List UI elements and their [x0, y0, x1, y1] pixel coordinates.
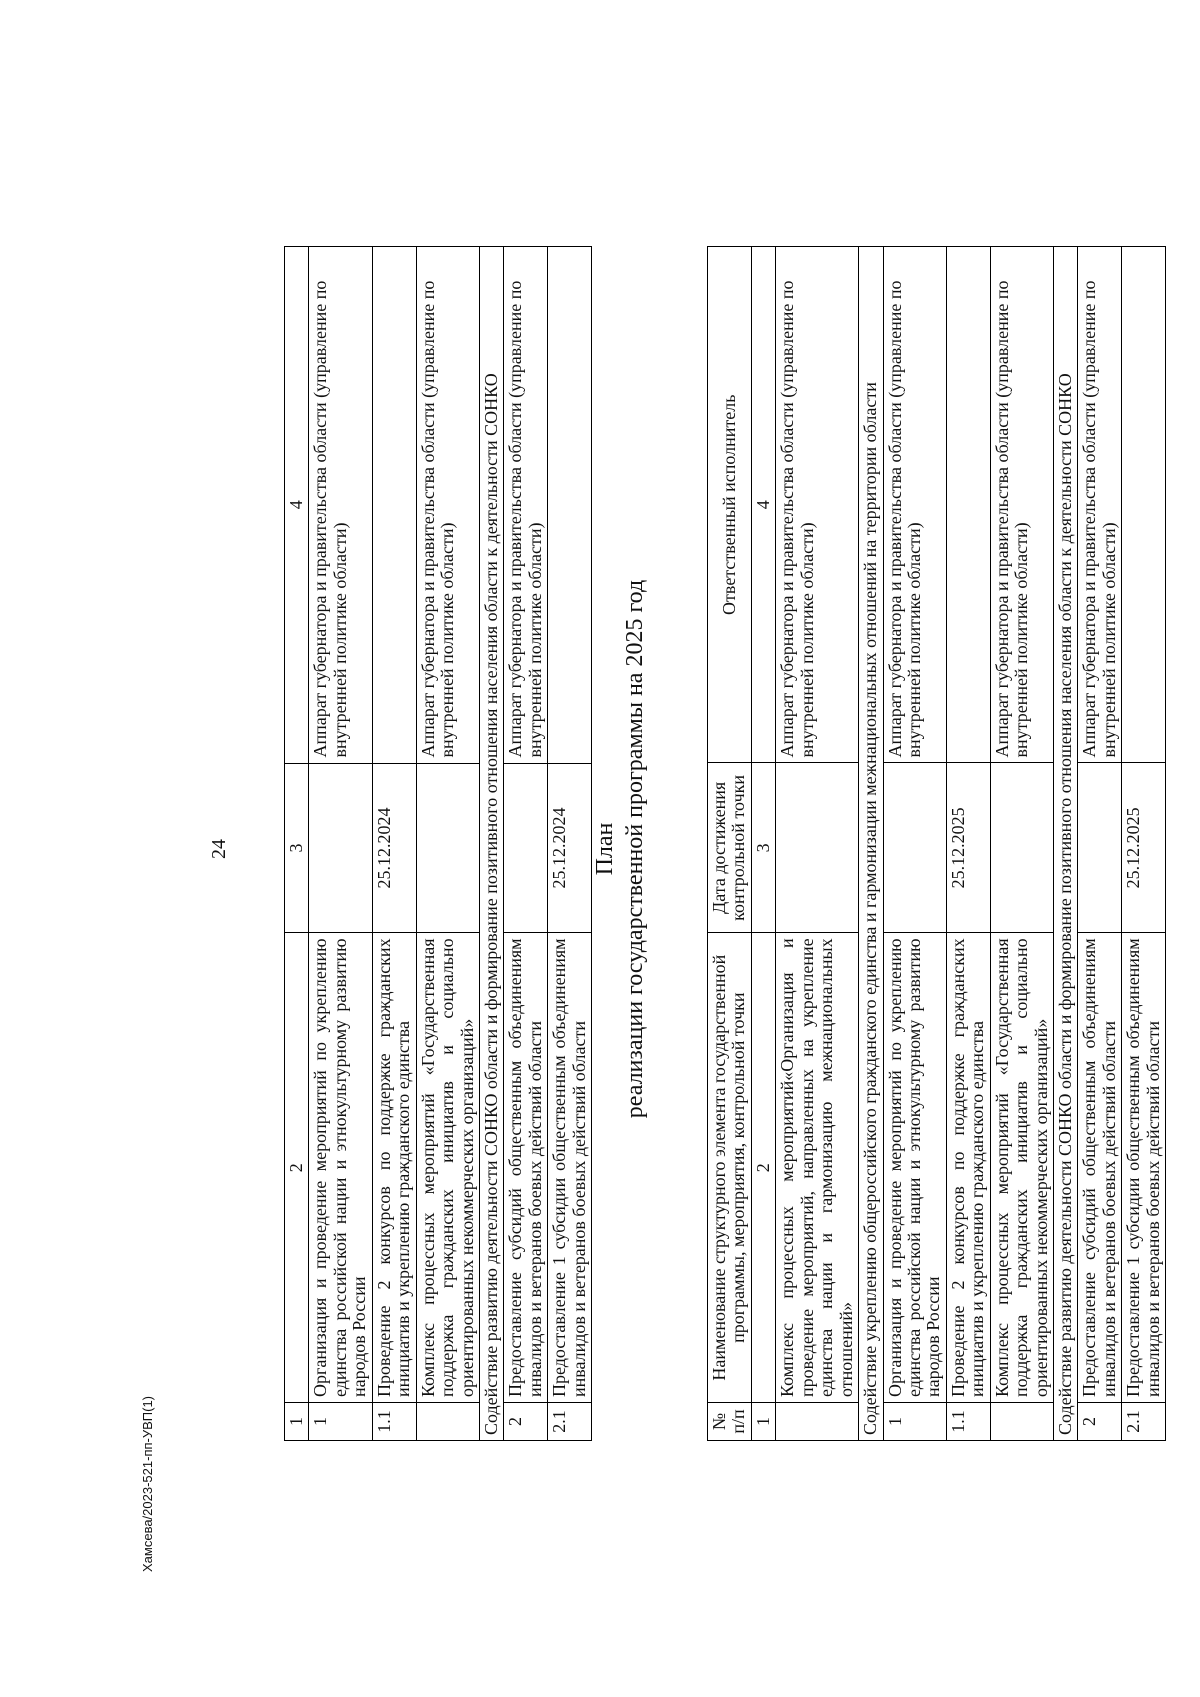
row-name-cell: Комплекс процессных мероприятий «Государственная поддержка гражданских инициатив и социально ориентированных некоммерческих организаций»	[416, 932, 479, 1402]
row-number-cell: 2.1	[1122, 1402, 1166, 1440]
row-name-cell: Комплекс процессных мероприятий«Организация и проведение мероприятий, направленных на укрепление единства нации и гармонизацию межнациональных отношений»	[776, 932, 859, 1402]
row-number-cell: 1.1	[946, 1402, 990, 1440]
row-executor-cell	[372, 246, 416, 763]
plan-title-line1: План	[592, 822, 618, 875]
table-header-numbers-row	[751, 246, 775, 1440]
header-cell: 3	[751, 762, 775, 932]
header-cell: 1	[751, 1402, 775, 1440]
row-name-cell: Предоставление 1 субсидии общественным объединениям инвалидов и ветеранов боевых действий области	[548, 932, 592, 1402]
table-row	[990, 246, 1053, 1440]
row-date-cell	[416, 763, 479, 933]
row-executor-cell: Аппарат губернатора и правительства области (управление по внутренней политике области)	[309, 246, 372, 763]
row-number-cell	[416, 1402, 479, 1440]
row-number-cell: 2	[504, 1402, 548, 1440]
row-number-cell: 1	[883, 1402, 946, 1440]
table-row	[309, 246, 372, 1440]
header-cell: 3	[285, 763, 309, 933]
table-row	[776, 246, 859, 1440]
row-name-cell: Организация и проведение мероприятий по укреплению единства российской нации и этнокультурному развитию народов России	[883, 932, 946, 1402]
section-goal-cell: Содействие укреплению общероссийского гражданского единства и гармонизации межнациональных отношений на территории области	[859, 246, 883, 1440]
table-row	[416, 246, 479, 1440]
footer-code: Хамсева/2023-521-пп-УВП(1)	[140, 1395, 155, 1572]
document-sheet	[100, 74, 1163, 1624]
plan-title-line2: реализации государственной программы на 2025 год	[622, 579, 648, 1118]
row-date-cell: 25.12.2025	[1122, 762, 1166, 932]
row-number-cell: 1.1	[372, 1402, 416, 1440]
plan-title	[590, 74, 650, 1624]
page-number: 24	[208, 838, 230, 859]
table-row	[1054, 246, 1078, 1440]
header-cell: 4	[285, 246, 309, 763]
row-number-cell: 2	[1078, 1402, 1122, 1440]
row-name-cell: Организация и проведение мероприятий по укреплению единства российской нации и этнокультурному развитию народов России	[309, 932, 372, 1402]
row-date-cell: 25.12.2024	[372, 763, 416, 933]
table-2024-body	[285, 246, 592, 1440]
table-row	[859, 246, 883, 1440]
row-executor-cell	[1122, 246, 1166, 762]
table-row	[883, 246, 946, 1440]
row-name-cell: Предоставление субсидий общественным объединениям инвалидов и ветеранов боевых действий области	[504, 932, 548, 1402]
row-date-cell	[504, 763, 548, 933]
row-executor-cell: Аппарат губернатора и правительства области (управление по внутренней политике области)	[504, 246, 548, 763]
header-date: Дата достижения контрольной точки	[708, 762, 752, 932]
row-executor-cell: Аппарат губернатора и правительства области (управление по внутренней политике области)	[883, 246, 946, 762]
row-date-cell	[883, 762, 946, 932]
section-goal-cell: Содействие развитию деятельности СОНКО области и формирование позитивного отношения населения области к деятельности СОНКО	[1054, 246, 1078, 1440]
row-name-cell: Предоставление субсидий общественным объединениям инвалидов и ветеранов боевых действий области	[1078, 932, 1122, 1402]
row-executor-cell: Аппарат губернатора и правительства области (управление по внутренней политике области)	[416, 246, 479, 763]
table-row	[1078, 246, 1122, 1440]
row-number-cell	[776, 1402, 859, 1440]
table-row	[1122, 246, 1166, 1440]
row-executor-cell: Аппарат губернатора и правительства области (управление по внутренней политике области)	[776, 246, 859, 762]
row-name-cell: Проведение 2 конкурсов по поддержке гражданских инициатив и укреплению гражданского единства	[372, 932, 416, 1402]
header-num: № п/п	[708, 1402, 752, 1440]
row-number-cell	[990, 1402, 1053, 1440]
row-name-cell: Предоставление 1 субсидии общественным объединениям инвалидов и ветеранов боевых действий области	[1122, 932, 1166, 1402]
header-cell: 4	[751, 246, 775, 762]
row-number-cell: 1	[309, 1402, 372, 1440]
row-date-cell	[990, 762, 1053, 932]
table-row	[372, 246, 416, 1440]
row-executor-cell	[548, 246, 592, 763]
table-2025	[707, 246, 1166, 1441]
section-goal-cell: Содействие развитию деятельности СОНКО области и формирование позитивного отношения населения области к деятельности СОНКО	[479, 246, 503, 1440]
header-cell: 2	[285, 932, 309, 1402]
row-date-cell	[776, 762, 859, 932]
row-name-cell: Проведение 2 конкурсов по поддержке гражданских инициатив и укреплению гражданского единства	[946, 932, 990, 1402]
row-name-cell: Комплекс процессных мероприятий «Государственная поддержка гражданских инициатив и социально ориентированных некоммерческих организаций»	[990, 932, 1053, 1402]
header-cell: 2	[751, 932, 775, 1402]
row-executor-cell	[946, 246, 990, 762]
row-number-cell: 2.1	[548, 1402, 592, 1440]
row-date-cell: 25.12.2024	[548, 763, 592, 933]
row-date-cell: 25.12.2025	[946, 762, 990, 932]
table-header-row	[708, 246, 752, 1440]
table-row	[548, 246, 592, 1440]
row-date-cell	[1078, 762, 1122, 932]
table-row	[479, 246, 503, 1440]
table-2024	[284, 246, 592, 1441]
header-exec: Ответственный исполнитель	[708, 246, 752, 762]
row-executor-cell: Аппарат губернатора и правительства области (управление по внутренней политике области)	[990, 246, 1053, 762]
row-executor-cell: Аппарат губернатора и правительства области (управление по внутренней политике области)	[1078, 246, 1122, 762]
table-header-row	[285, 246, 309, 1440]
row-date-cell	[309, 763, 372, 933]
table-2025-body	[708, 246, 1166, 1440]
header-cell: 1	[285, 1402, 309, 1440]
header-name: Наименование структурного элемента государственной программы, мероприятия, контрольной точки	[708, 932, 752, 1402]
table-row	[504, 246, 548, 1440]
table-row	[946, 246, 990, 1440]
